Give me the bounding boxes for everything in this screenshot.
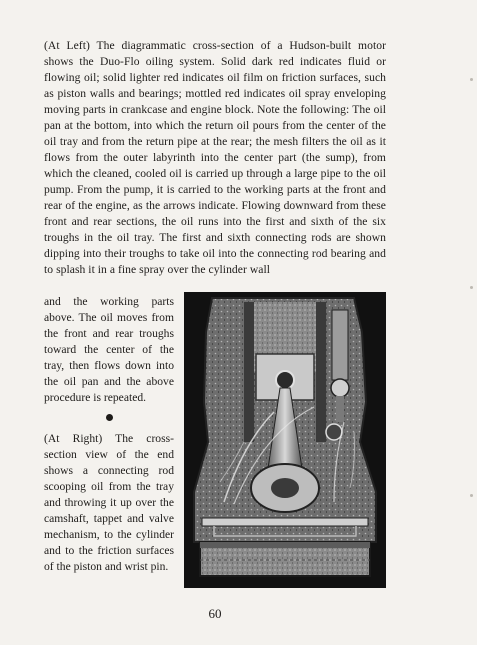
paragraph-continuation: and the working parts above. The oil moves from the front and rear troughs toward the center of the tray, then flows down into the oil pan and the above procedure is repeated. [44,295,174,404]
margin-speck [470,494,473,497]
margin-speck [470,78,473,81]
paragraph-at-right: (At Right) The cross-section view of the end shows a connecting rod scooping oil from the tray and throwing it up over the camshaft, tappet and valve mechanism, to the cylinder and to the friction surfaces of the piston and wrist pin. [44,432,174,573]
engine-cross-section-figure [184,292,386,588]
bullet-separator [106,414,113,421]
body-paragraph [44,38,386,278]
paragraph-at-left: (At Left) The diagrammatic cross-section of a Hudson-built motor shows the Duo-Flo oiling system. Solid dark red indicates fluid or flowing oil; solid lighter red indicates oil film on friction surfaces, such as piston walls and bearings; mottled red indicates oil spray enveloping moving parts in crankcase and engine block. Note the following: The oil pan at the bottom, into which the return oil pours from the center of the oil tray and from the return pipe at the rear; the mesh filters the oil as it flows from the outer labyrinth into the center part (the sump), from which the cleaned, cooled oil is carried up through a large pipe to the oil pump. From the pump, it is carried to the working parts at the front and rear of the engine, as the arrows indicate. Flowing downward from these front and rear sections, the oil runs into the first and sixth of the six troughs in the oil tray. The first and sixth connecting rods are shown dipping into their troughs to take oil into the connecting rod bearing and to splash it in a fine spray over the cylinder wall [44,39,386,276]
left-column-text [44,294,174,575]
page-number: 60 [208,606,222,621]
engine-cross-section-illustration [184,292,386,588]
margin-speck [470,286,473,289]
